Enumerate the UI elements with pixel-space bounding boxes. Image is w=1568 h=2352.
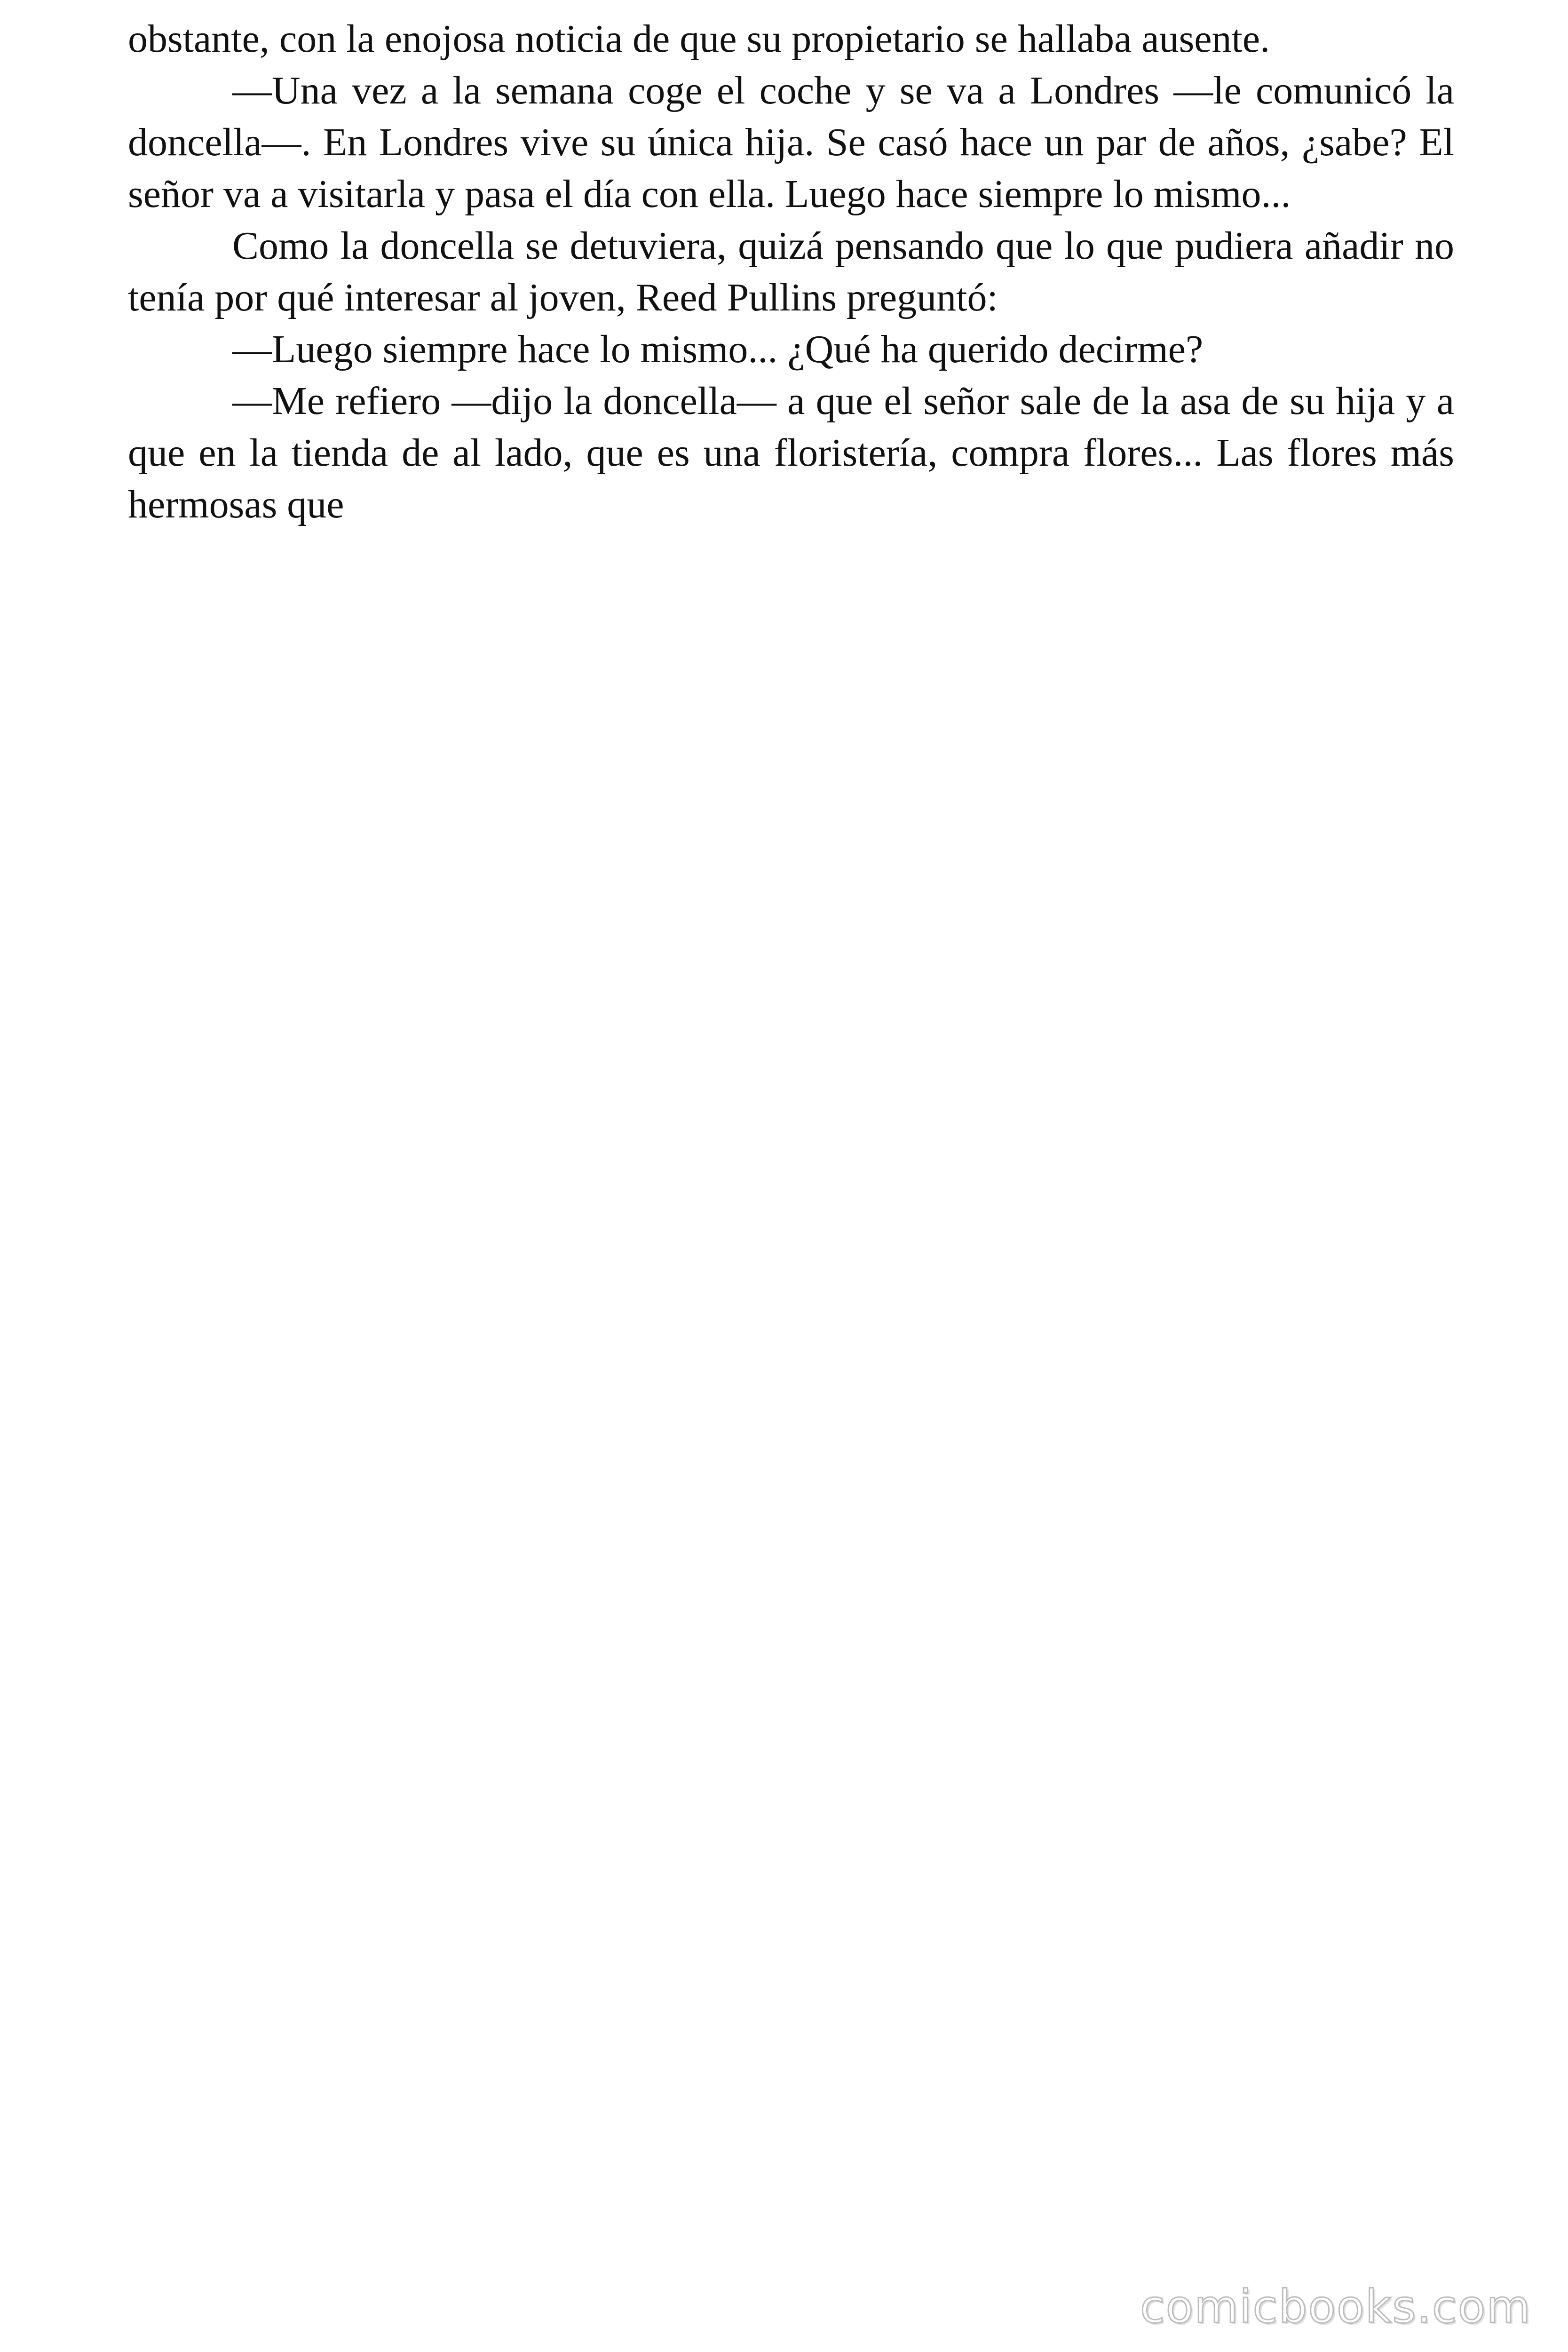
paragraph-1: obstante, con la enojosa noticia de que su propietario se hallaba ausente. <box>128 17 1270 61</box>
watermark: comicbooks.com <box>1140 2280 1531 2333</box>
body-text <box>128 13 1454 531</box>
paragraph-4: —Luego siempre hace lo mismo... ¿Qué ha querido decirme? <box>232 327 1204 371</box>
paragraph-5: —Me refiero —dijo la doncella— a que el señor sale de la asa de su hija y a que en la tienda de al lado, que es una floristería, compra flores... Las flores más hermosas que <box>128 379 1454 526</box>
paragraph-3: Como la doncella se detuviera, quizá pensando que lo que pudiera añadir no tenía por qué interesar al joven, Reed Pullins preguntó: <box>128 224 1454 319</box>
paragraph-2: —Una vez a la semana coge el coche y se va a Londres —le comunicó la doncella—. En Londres vive su única hija. Se casó hace un par de años, ¿sabe? El señor va a visitarla y pasa el día con ella. Luego hace siempre lo mismo... <box>128 69 1454 216</box>
